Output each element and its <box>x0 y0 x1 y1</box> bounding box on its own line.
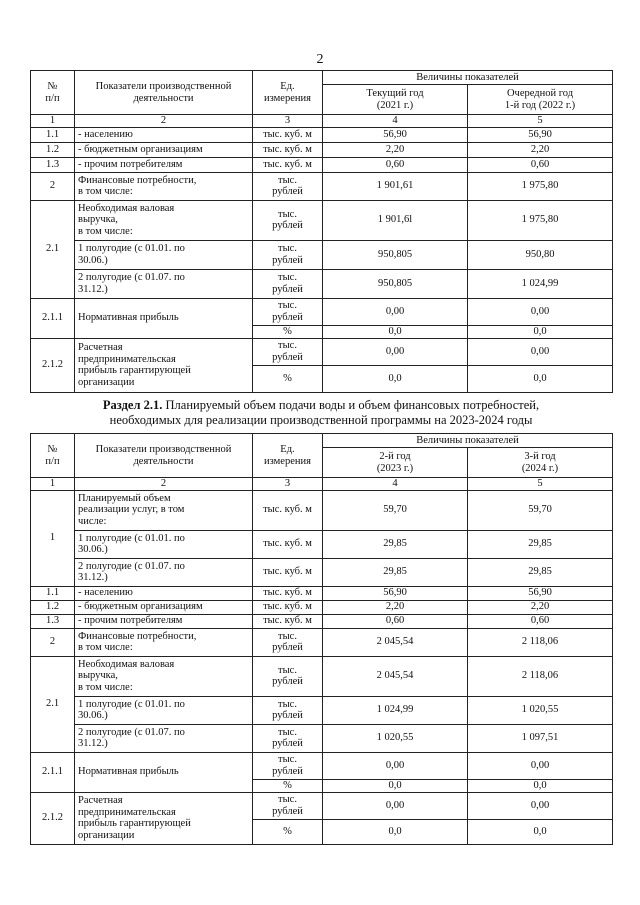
row-value-2: 1 024,99 <box>468 269 613 298</box>
row-value-2: 56,90 <box>468 586 613 600</box>
row-value-1: 56,90 <box>323 127 468 142</box>
row-num: 2.1 <box>31 200 75 298</box>
row-name: Нормативная прибыль <box>75 752 253 792</box>
table-row <box>31 127 613 142</box>
row-value-2: 59,70 <box>468 490 613 530</box>
table-row <box>31 269 613 298</box>
index-cell: 3 <box>253 115 323 128</box>
header-col5: Очередной год 1-й год (2022 г.) <box>468 85 613 115</box>
row-value-1: 1 901,61 <box>323 172 468 200</box>
row-value-2: 29,85 <box>468 558 613 586</box>
row-unit: тыс. куб. м <box>253 157 323 172</box>
row-name: Необходимая валовая выручка, в том числе: <box>75 656 253 696</box>
row-unit: тыс. рублей <box>253 338 323 365</box>
row-name: 1 полугодие (с 01.01. по 30.06.) <box>75 696 253 724</box>
row-num: 2.1.1 <box>31 298 75 338</box>
row-unit: тыс. рублей <box>253 792 323 819</box>
header-col4: Текущий год (2021 г.) <box>323 85 468 115</box>
row-value-2: 1 097,51 <box>468 724 613 752</box>
row-value-2: 29,85 <box>468 530 613 558</box>
table-row <box>31 558 613 586</box>
row-value-1: 2 045,54 <box>323 628 468 656</box>
row-unit: тыс. рублей <box>253 724 323 752</box>
row-value-1: 59,70 <box>323 490 468 530</box>
row-value-2: 1 020,55 <box>468 696 613 724</box>
table-row <box>31 724 613 752</box>
row-unit: тыс. рублей <box>253 298 323 325</box>
index-cell: 5 <box>468 478 613 491</box>
row-unit: % <box>253 779 323 792</box>
row-name: - бюджетным организациям <box>75 600 253 614</box>
section-title-line2: необходимых для реализации производственной программы на 2023-2024 годы <box>109 413 533 427</box>
row-unit: тыс. куб. м <box>253 490 323 530</box>
table-row <box>31 614 613 628</box>
row-unit: тыс. рублей <box>253 269 323 298</box>
row-value-1: 0,0 <box>323 819 468 844</box>
row-name: - бюджетным организациям <box>75 142 253 157</box>
row-name: 1 полугодие (с 01.01. по 30.06.) <box>75 240 253 269</box>
row-value-1: 0,0 <box>323 779 468 792</box>
row-value-1: 0,0 <box>323 365 468 392</box>
production-table-2021-2022 <box>30 70 613 393</box>
row-value-1: 0,00 <box>323 792 468 819</box>
row-name: 2 полугодие (с 01.07. по 31.12.) <box>75 724 253 752</box>
header-values: Величины показателей <box>323 71 613 85</box>
row-name: Расчетная предпринимательская прибыль гарантирующей организации <box>75 792 253 844</box>
row-value-2: 1 975,80 <box>468 172 613 200</box>
row-value-2: 2 118,06 <box>468 656 613 696</box>
row-value-1: 0,00 <box>323 298 468 325</box>
row-unit: тыс. куб. м <box>253 614 323 628</box>
row-unit: тыс. куб. м <box>253 530 323 558</box>
table-row <box>31 240 613 269</box>
table-row <box>31 530 613 558</box>
table-row <box>31 586 613 600</box>
header-col4: 2-й год (2023 г.) <box>323 448 468 478</box>
row-value-1: 950,805 <box>323 269 468 298</box>
index-cell: 5 <box>468 115 613 128</box>
row-value-1: 29,85 <box>323 558 468 586</box>
row-unit: тыс. рублей <box>253 752 323 779</box>
row-unit: тыс. куб. м <box>253 127 323 142</box>
row-value-1: 0,60 <box>323 614 468 628</box>
row-num: 1.2 <box>31 600 75 614</box>
row-value-1: 1 024,99 <box>323 696 468 724</box>
row-num: 2.1.1 <box>31 752 75 792</box>
row-name: - прочим потребителям <box>75 614 253 628</box>
row-unit: тыс. куб. м <box>253 558 323 586</box>
row-value-2: 2,20 <box>468 142 613 157</box>
table-row <box>31 338 613 365</box>
row-value-2: 1 975,80 <box>468 200 613 240</box>
row-unit: тыс. рублей <box>253 200 323 240</box>
production-table-2023-2024 <box>30 433 613 845</box>
table-row <box>31 752 613 779</box>
index-cell: 1 <box>31 478 75 491</box>
row-value-1: 2 045,54 <box>323 656 468 696</box>
index-cell: 4 <box>323 115 468 128</box>
table-row <box>31 696 613 724</box>
header-indicators: Показатели производственной деятельности <box>75 434 253 478</box>
row-value-2: 0,00 <box>468 298 613 325</box>
table-row <box>31 298 613 325</box>
table-row <box>31 600 613 614</box>
header-unit: Ед. измерения <box>253 71 323 115</box>
row-value-2: 0,0 <box>468 325 613 338</box>
row-value-2: 2,20 <box>468 600 613 614</box>
row-name: 2 полугодие (с 01.07. по 31.12.) <box>75 269 253 298</box>
section-title-line1: Планируемый объем подачи воды и объем финансовых потребностей, <box>162 398 540 412</box>
header-num: № п/п <box>31 71 75 115</box>
index-cell: 2 <box>75 115 253 128</box>
row-value-2: 56,90 <box>468 127 613 142</box>
row-value-2: 0,60 <box>468 614 613 628</box>
row-value-1: 950,805 <box>323 240 468 269</box>
row-num: 1 <box>31 490 75 586</box>
row-value-2: 2 118,06 <box>468 628 613 656</box>
index-cell: 2 <box>75 478 253 491</box>
section-title <box>30 398 612 428</box>
header-col5: 3-й год (2024 г.) <box>468 448 613 478</box>
row-num: 2.1 <box>31 656 75 752</box>
row-value-1: 1 901,6l <box>323 200 468 240</box>
index-cell: 4 <box>323 478 468 491</box>
row-value-2: 0,0 <box>468 779 613 792</box>
header-values: Величины показателей <box>323 434 613 448</box>
index-cell: 1 <box>31 115 75 128</box>
row-unit: тыс. куб. м <box>253 600 323 614</box>
table-row <box>31 157 613 172</box>
row-name: - населению <box>75 127 253 142</box>
row-name: Нормативная прибыль <box>75 298 253 338</box>
table-row <box>31 792 613 819</box>
table-row <box>31 172 613 200</box>
row-num: 2.1.2 <box>31 792 75 844</box>
row-num: 1.1 <box>31 586 75 600</box>
header-unit: Ед. измерения <box>253 434 323 478</box>
table-row <box>31 142 613 157</box>
row-name: Необходимая валовая выручка, в том числе: <box>75 200 253 240</box>
row-name: 1 полугодие (с 01.01. по 30.06.) <box>75 530 253 558</box>
row-unit: тыс. рублей <box>253 696 323 724</box>
row-value-1: 56,90 <box>323 586 468 600</box>
row-unit: тыс. рублей <box>253 172 323 200</box>
row-name: Финансовые потребности, в том числе: <box>75 628 253 656</box>
page-number: 2 <box>316 52 324 67</box>
table-row <box>31 200 613 240</box>
row-name: Расчетная предпринимательская прибыль гарантирующей организации <box>75 338 253 392</box>
row-num: 1.1 <box>31 127 75 142</box>
table-row <box>31 628 613 656</box>
row-num: 2 <box>31 172 75 200</box>
row-num: 1.3 <box>31 614 75 628</box>
row-value-2: 0,60 <box>468 157 613 172</box>
row-unit: % <box>253 365 323 392</box>
row-value-2: 0,00 <box>468 752 613 779</box>
row-value-1: 0,60 <box>323 157 468 172</box>
row-unit: % <box>253 325 323 338</box>
row-unit: тыс. рублей <box>253 240 323 269</box>
row-value-1: 0,00 <box>323 338 468 365</box>
row-value-1: 2,20 <box>323 142 468 157</box>
row-unit: тыс. куб. м <box>253 586 323 600</box>
row-value-2: 0,0 <box>468 365 613 392</box>
row-num: 2 <box>31 628 75 656</box>
header-num: № п/п <box>31 434 75 478</box>
row-value-1: 0,0 <box>323 325 468 338</box>
row-name: Планируемый объем реализации услуг, в том числе: <box>75 490 253 530</box>
row-num: 1.3 <box>31 157 75 172</box>
row-name: - прочим потребителям <box>75 157 253 172</box>
row-value-2: 0,0 <box>468 819 613 844</box>
row-value-1: 29,85 <box>323 530 468 558</box>
row-value-2: 0,00 <box>468 338 613 365</box>
row-name: Финансовые потребности, в том числе: <box>75 172 253 200</box>
row-name: 2 полугодие (с 01.07. по 31.12.) <box>75 558 253 586</box>
row-value-1: 0,00 <box>323 752 468 779</box>
index-cell: 3 <box>253 478 323 491</box>
row-value-2: 950,80 <box>468 240 613 269</box>
header-indicators: Показатели производственной деятельности <box>75 71 253 115</box>
row-unit: % <box>253 819 323 844</box>
row-value-2: 0,00 <box>468 792 613 819</box>
row-value-1: 2,20 <box>323 600 468 614</box>
row-num: 2.1.2 <box>31 338 75 392</box>
row-name: - населению <box>75 586 253 600</box>
row-value-1: 1 020,55 <box>323 724 468 752</box>
section-number: Раздел 2.1. <box>102 398 163 412</box>
row-unit: тыс. рублей <box>253 656 323 696</box>
row-unit: тыс. куб. м <box>253 142 323 157</box>
table-row <box>31 490 613 530</box>
row-unit: тыс. рублей <box>253 628 323 656</box>
row-num: 1.2 <box>31 142 75 157</box>
table-row <box>31 656 613 696</box>
